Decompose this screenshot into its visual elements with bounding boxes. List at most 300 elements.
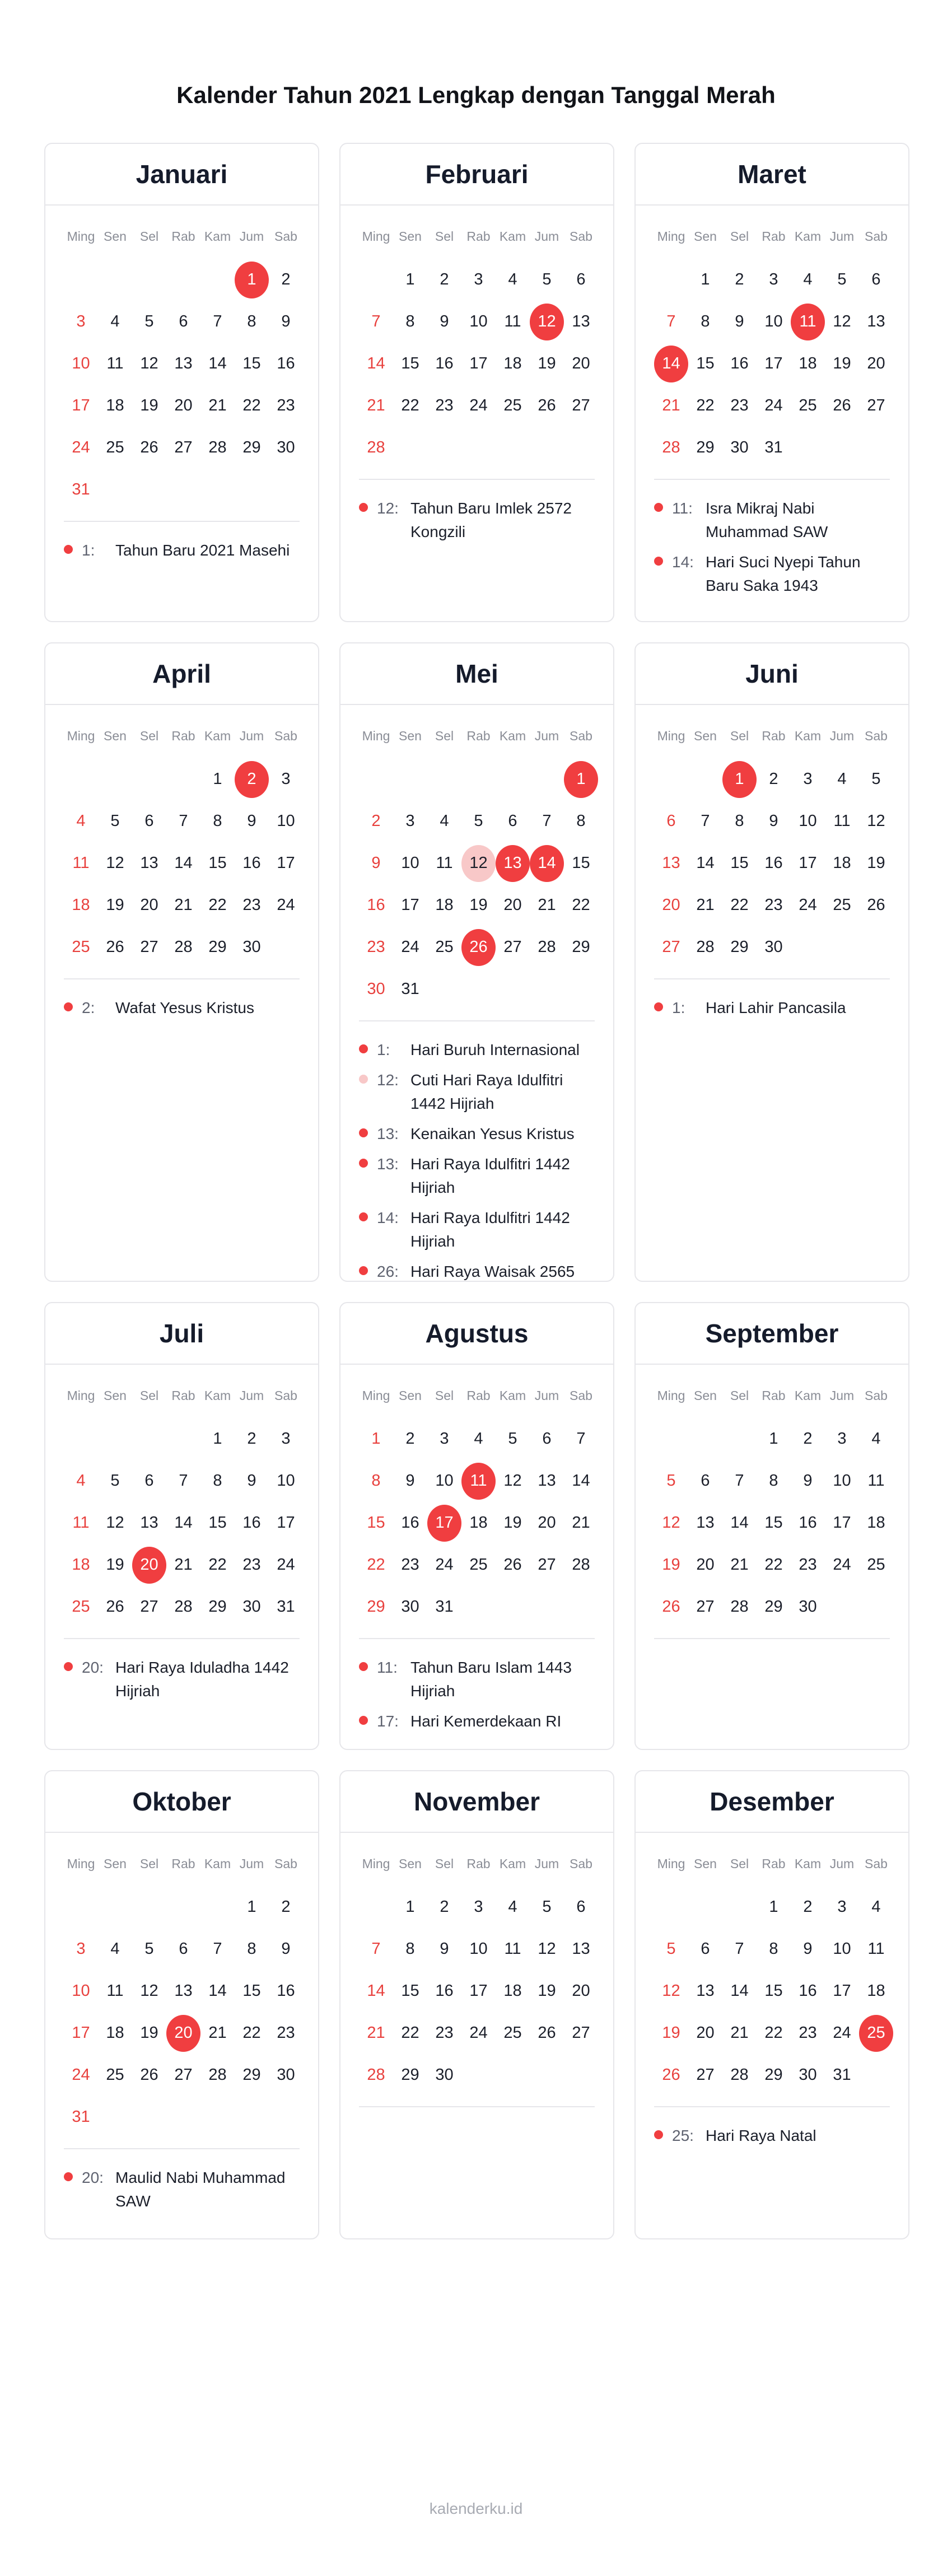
day-cell xyxy=(688,259,722,301)
day-cell xyxy=(359,301,393,343)
day-number: 2 xyxy=(803,1898,813,1916)
day-number: 4 xyxy=(871,1898,881,1916)
day-number: 1 xyxy=(405,1898,415,1916)
empty-cell xyxy=(461,758,496,800)
holiday-item xyxy=(654,550,890,598)
empty-cell xyxy=(132,1418,166,1460)
day-number: 12 xyxy=(538,1940,556,1958)
day-cell xyxy=(791,301,825,343)
holiday-item xyxy=(64,1656,300,1703)
day-cell xyxy=(564,385,598,427)
bullet-dot-icon xyxy=(64,1002,73,1011)
week-row xyxy=(64,926,318,968)
month-title: November xyxy=(340,1771,613,1833)
day-number: 24 xyxy=(435,1556,454,1574)
day-cell xyxy=(393,385,427,427)
day-number: 4 xyxy=(508,270,517,288)
weekday-label: Kam xyxy=(499,229,526,244)
day-number: 8 xyxy=(701,312,710,330)
holiday-item xyxy=(359,1710,595,1733)
empty-cell xyxy=(654,1886,688,1928)
day-number: 5 xyxy=(871,770,881,788)
day-cell xyxy=(859,301,893,343)
day-number: 8 xyxy=(769,1472,778,1490)
week-row xyxy=(359,2054,613,2096)
day-number: 30 xyxy=(242,938,261,956)
bullet-dot-icon xyxy=(654,2130,663,2139)
week-row xyxy=(359,301,613,343)
day-cell xyxy=(564,1544,598,1586)
weekday-label: Ming xyxy=(657,729,685,743)
holiday-date: 11: xyxy=(377,1659,398,1676)
day-cell xyxy=(530,1928,564,1970)
day-cell xyxy=(496,926,530,968)
day-number: 12 xyxy=(867,812,885,830)
day-cell xyxy=(359,1460,393,1502)
day-cell xyxy=(530,1460,564,1502)
empty-cell xyxy=(496,2054,530,2096)
day-cell xyxy=(98,1460,132,1502)
day-number: 26 xyxy=(538,396,556,414)
day-number: 14 xyxy=(367,354,385,372)
day-number: 18 xyxy=(867,1514,885,1532)
day-cell xyxy=(461,884,496,926)
day-cell xyxy=(496,1886,530,1928)
day-cell xyxy=(530,343,564,385)
week-row xyxy=(64,469,318,511)
day-cell xyxy=(859,800,893,842)
weekday-label: Sab xyxy=(865,729,888,743)
empty-cell xyxy=(530,968,564,1010)
day-cell xyxy=(166,2054,200,2096)
bullet-dot-icon xyxy=(359,1266,368,1275)
day-cell xyxy=(722,343,757,385)
weekday-label: Jum xyxy=(239,229,264,244)
weekday-label: Jum xyxy=(239,1388,264,1403)
day-cell xyxy=(98,2012,132,2054)
day-number: 20 xyxy=(572,354,590,372)
day-number: 28 xyxy=(367,438,385,456)
day-cell xyxy=(359,884,393,926)
day-number: 2 xyxy=(803,1430,813,1448)
empty-cell xyxy=(166,1418,200,1460)
day-cell xyxy=(530,842,564,884)
day-number: 8 xyxy=(735,812,744,830)
day-cell xyxy=(859,1460,893,1502)
day-cell xyxy=(461,800,496,842)
weekday-label: Sen xyxy=(399,229,422,244)
empty-cell xyxy=(859,926,893,968)
day-number: 9 xyxy=(247,1472,256,1490)
day-number: 23 xyxy=(799,2024,817,2042)
day-number: 27 xyxy=(174,438,193,456)
weekday-label: Kam xyxy=(794,729,822,743)
day-cell xyxy=(825,1886,859,1928)
day-cell xyxy=(98,1586,132,1628)
weekday-label: Rab xyxy=(466,1856,491,1871)
day-number: 27 xyxy=(572,2024,590,2042)
day-cell xyxy=(427,926,461,968)
day-cell xyxy=(564,259,598,301)
month-card xyxy=(339,1302,614,1750)
month-card xyxy=(44,1302,319,1750)
empty-cell xyxy=(530,2054,564,2096)
day-number: 6 xyxy=(576,1898,586,1916)
holiday-list xyxy=(359,497,595,544)
day-cell xyxy=(64,427,98,469)
day-cell xyxy=(98,427,132,469)
holiday-date: 1: xyxy=(377,1041,390,1058)
empty-cell xyxy=(98,1886,132,1928)
empty-cell xyxy=(427,758,461,800)
day-cell xyxy=(98,1502,132,1544)
day-number: 4 xyxy=(803,270,813,288)
month-title: Desember xyxy=(636,1771,908,1833)
day-cell xyxy=(791,1886,825,1928)
day-number: 5 xyxy=(666,1940,676,1958)
week-row xyxy=(359,427,613,469)
month-title: September xyxy=(636,1303,908,1365)
day-number: 1 xyxy=(769,1898,778,1916)
day-cell xyxy=(393,2012,427,2054)
day-cell xyxy=(825,842,859,884)
day-number: 21 xyxy=(174,1556,193,1574)
day-number: 20 xyxy=(662,896,680,914)
week-row xyxy=(654,385,908,427)
weekday-label: Sab xyxy=(570,729,592,743)
empty-cell xyxy=(496,1586,530,1628)
weekday-label: Sen xyxy=(694,729,717,743)
day-number: 26 xyxy=(833,396,851,414)
day-cell xyxy=(859,2012,893,2054)
day-cell xyxy=(757,926,791,968)
day-number: 21 xyxy=(538,896,556,914)
day-cell xyxy=(530,1886,564,1928)
day-cell xyxy=(791,1418,825,1460)
day-cell xyxy=(564,758,598,800)
empty-cell xyxy=(688,758,722,800)
day-number: 6 xyxy=(144,812,154,830)
day-number: 27 xyxy=(572,396,590,414)
week-row xyxy=(359,842,613,884)
day-cell xyxy=(722,259,757,301)
day-cell xyxy=(132,1502,166,1544)
day-cell xyxy=(98,1970,132,2012)
day-cell xyxy=(98,301,132,343)
holiday-list xyxy=(654,497,890,598)
day-cell xyxy=(791,1460,825,1502)
day-cell xyxy=(722,385,757,427)
day-cell xyxy=(722,884,757,926)
day-number: 13 xyxy=(867,312,885,330)
day-cell xyxy=(393,968,427,1010)
week-row xyxy=(64,1970,318,2012)
day-number: 29 xyxy=(242,2066,261,2084)
day-cell xyxy=(654,301,688,343)
day-number: 20 xyxy=(572,1982,590,2000)
day-cell xyxy=(688,343,722,385)
day-number: 20 xyxy=(132,1547,166,1584)
day-number: 3 xyxy=(281,1430,291,1448)
day-number: 29 xyxy=(208,1598,227,1616)
week-row xyxy=(64,842,318,884)
day-cell xyxy=(200,1970,235,2012)
day-number: 7 xyxy=(576,1430,586,1448)
day-cell xyxy=(132,1928,166,1970)
divider xyxy=(654,1638,890,1639)
day-cell xyxy=(393,884,427,926)
day-number: 20 xyxy=(696,1556,715,1574)
day-cell xyxy=(757,1460,791,1502)
holiday-name: Hari Raya Waisak 2565 xyxy=(410,1263,575,1280)
day-cell xyxy=(269,1418,303,1460)
week-row xyxy=(359,758,613,800)
empty-cell xyxy=(166,469,200,511)
weekday-label: Ming xyxy=(67,1856,95,1871)
month-card xyxy=(634,143,909,622)
day-number: 25 xyxy=(435,938,454,956)
week-row xyxy=(64,427,318,469)
weekday-label: Kam xyxy=(794,1856,822,1871)
holiday-list xyxy=(654,2124,890,2148)
day-cell xyxy=(654,1928,688,1970)
week-row xyxy=(654,842,908,884)
day-cell xyxy=(530,800,564,842)
holiday-list xyxy=(64,1656,300,1703)
holiday-item xyxy=(64,2166,300,2213)
day-cell xyxy=(132,301,166,343)
day-number: 25 xyxy=(72,1598,90,1616)
day-number: 21 xyxy=(730,1556,749,1574)
empty-cell xyxy=(98,259,132,301)
day-cell xyxy=(64,884,98,926)
holiday-date: 20: xyxy=(82,1659,104,1676)
day-number: 8 xyxy=(247,312,256,330)
day-cell xyxy=(200,1502,235,1544)
day-number: 15 xyxy=(401,354,419,372)
day-number: 25 xyxy=(833,896,851,914)
divider xyxy=(654,479,890,480)
day-number: 13 xyxy=(140,854,158,872)
empty-cell xyxy=(496,968,530,1010)
day-number: 16 xyxy=(401,1514,419,1532)
day-number: 19 xyxy=(469,896,488,914)
day-cell xyxy=(496,343,530,385)
day-cell xyxy=(825,1418,859,1460)
day-number: 8 xyxy=(247,1940,256,1958)
empty-cell xyxy=(859,427,893,469)
day-number: 3 xyxy=(440,1430,449,1448)
day-number: 8 xyxy=(405,1940,415,1958)
week-row xyxy=(654,1544,908,1586)
holiday-name: Hari Buruh Internasional xyxy=(410,1041,580,1058)
day-number: 20 xyxy=(140,896,158,914)
day-number: 28 xyxy=(367,2066,385,2084)
day-cell xyxy=(564,1502,598,1544)
divider xyxy=(654,978,890,979)
day-number: 30 xyxy=(799,1598,817,1616)
holiday-list xyxy=(64,2166,300,2213)
bullet-dot-icon xyxy=(359,1159,368,1168)
day-cell xyxy=(132,842,166,884)
empty-cell xyxy=(64,758,98,800)
weekday-label: Sel xyxy=(435,1856,454,1871)
day-cell xyxy=(688,884,722,926)
day-cell xyxy=(825,2012,859,2054)
day-cell xyxy=(757,1586,791,1628)
day-number: 14 xyxy=(730,1982,749,2000)
empty-cell xyxy=(98,1418,132,1460)
day-number: 2 xyxy=(440,270,449,288)
day-number: 10 xyxy=(469,1940,488,1958)
day-number: 13 xyxy=(696,1514,715,1532)
empty-cell xyxy=(825,926,859,968)
week-row xyxy=(64,1928,318,1970)
day-number: 16 xyxy=(277,354,295,372)
day-number: 23 xyxy=(764,896,783,914)
day-number: 23 xyxy=(367,938,385,956)
day-number: 11 xyxy=(436,854,453,872)
weekday-header xyxy=(359,726,613,745)
holiday-name: Hari Raya Natal xyxy=(706,2127,816,2144)
day-cell xyxy=(393,1886,427,1928)
weekday-header xyxy=(64,1854,318,1873)
weekday-label: Kam xyxy=(204,229,231,244)
day-number: 22 xyxy=(242,2024,261,2042)
day-cell xyxy=(791,800,825,842)
day-cell xyxy=(722,427,757,469)
holiday-name: Hari Kemerdekaan RI xyxy=(410,1712,562,1730)
day-cell xyxy=(98,343,132,385)
day-cell xyxy=(564,2012,598,2054)
day-number: 6 xyxy=(179,312,188,330)
day-cell xyxy=(791,2054,825,2096)
day-grid xyxy=(45,259,318,511)
bullet-dot-icon xyxy=(654,503,663,512)
day-cell xyxy=(166,301,200,343)
day-number: 21 xyxy=(174,896,193,914)
day-cell xyxy=(166,884,200,926)
day-cell xyxy=(359,1970,393,2012)
day-number: 24 xyxy=(401,938,419,956)
day-number: 17 xyxy=(799,854,817,872)
weekday-header xyxy=(654,726,908,745)
day-number: 13 xyxy=(572,312,590,330)
day-number: 11 xyxy=(833,812,851,830)
day-number: 16 xyxy=(764,854,783,872)
day-number: 2 xyxy=(405,1430,415,1448)
weekday-header xyxy=(359,1386,613,1405)
day-cell xyxy=(132,343,166,385)
week-row xyxy=(654,926,908,968)
bullet-dot-icon xyxy=(359,503,368,512)
weekday-label: Sel xyxy=(435,229,454,244)
day-cell xyxy=(200,1544,235,1586)
day-number: 26 xyxy=(662,2066,680,2084)
day-cell xyxy=(359,968,393,1010)
day-cell xyxy=(269,343,303,385)
day-cell xyxy=(461,259,496,301)
empty-cell xyxy=(825,427,859,469)
day-cell xyxy=(564,884,598,926)
empty-cell xyxy=(791,926,825,968)
day-number: 29 xyxy=(764,1598,783,1616)
week-row xyxy=(64,301,318,343)
month-title: Juni xyxy=(636,643,908,705)
day-number: 1 xyxy=(701,270,710,288)
day-cell xyxy=(757,2054,791,2096)
empty-cell xyxy=(132,259,166,301)
empty-cell xyxy=(530,758,564,800)
day-cell xyxy=(132,1970,166,2012)
day-grid xyxy=(340,259,613,469)
day-cell xyxy=(200,427,235,469)
holiday-date: 2: xyxy=(82,999,95,1016)
holiday-date: 12: xyxy=(377,1071,399,1089)
empty-cell xyxy=(359,1886,393,1928)
week-row xyxy=(654,427,908,469)
day-number: 28 xyxy=(538,938,556,956)
day-cell xyxy=(654,2054,688,2096)
day-number: 8 xyxy=(371,1472,381,1490)
day-number: 5 xyxy=(144,1940,154,1958)
day-cell xyxy=(496,884,530,926)
day-cell xyxy=(393,259,427,301)
day-cell xyxy=(654,427,688,469)
day-number: 23 xyxy=(435,2024,454,2042)
empty-cell xyxy=(359,259,393,301)
day-cell xyxy=(461,1502,496,1544)
bullet-dot-icon xyxy=(64,2172,73,2181)
day-cell xyxy=(688,301,722,343)
day-cell xyxy=(461,1460,496,1502)
day-cell xyxy=(64,926,98,968)
day-cell xyxy=(132,884,166,926)
day-number: 28 xyxy=(730,2066,749,2084)
day-number: 19 xyxy=(106,896,124,914)
day-number: 9 xyxy=(371,854,381,872)
day-cell xyxy=(791,1544,825,1586)
bullet-dot-icon xyxy=(64,545,73,554)
day-number: 23 xyxy=(435,396,454,414)
day-number: 7 xyxy=(371,1940,381,1958)
weekday-label: Sen xyxy=(104,729,127,743)
day-number: 22 xyxy=(401,396,419,414)
day-number: 17 xyxy=(469,1982,488,2000)
weekday-label: Sab xyxy=(570,1388,592,1403)
weekday-label: Ming xyxy=(657,229,685,244)
day-cell xyxy=(359,343,393,385)
day-cell xyxy=(132,1544,166,1586)
day-cell xyxy=(359,926,393,968)
day-number: 8 xyxy=(213,1472,222,1490)
day-number: 18 xyxy=(867,1982,885,2000)
day-number: 30 xyxy=(277,2066,295,2084)
day-number: 27 xyxy=(140,1598,158,1616)
day-cell xyxy=(654,1970,688,2012)
day-cell xyxy=(791,2012,825,2054)
week-row xyxy=(64,2054,318,2096)
weekday-header xyxy=(654,1854,908,1873)
day-number: 21 xyxy=(572,1514,590,1532)
day-cell xyxy=(461,1418,496,1460)
day-cell xyxy=(200,884,235,926)
day-number: 1 xyxy=(235,262,269,298)
day-number: 8 xyxy=(405,312,415,330)
week-row xyxy=(64,1886,318,1928)
day-cell xyxy=(757,1502,791,1544)
day-cell xyxy=(427,1970,461,2012)
